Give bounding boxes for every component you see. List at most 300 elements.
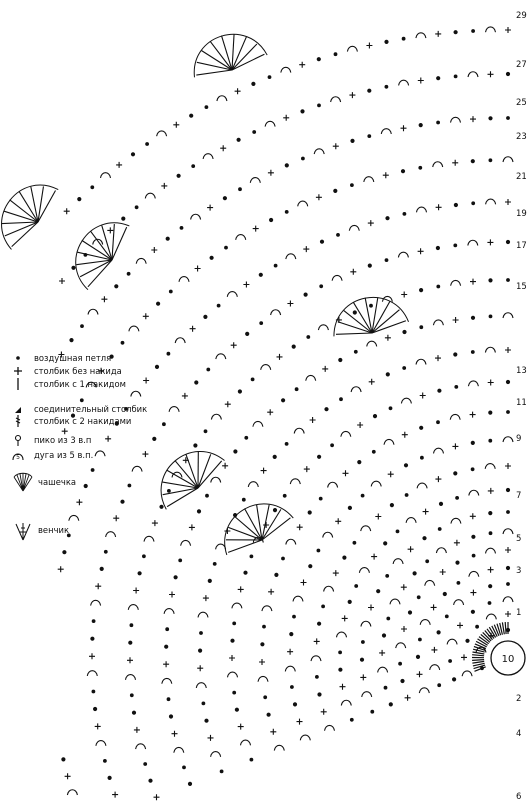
chain-arc: [136, 744, 146, 749]
chain-dot: [385, 40, 388, 43]
sc-stitch: [470, 279, 476, 285]
shell-fan: [61, 209, 133, 292]
chain-arc: [228, 672, 238, 677]
chain-dot: [454, 472, 457, 475]
chain-dot: [237, 138, 240, 141]
chain-arc: [417, 207, 427, 212]
chain-dot: [183, 766, 186, 769]
chain-dot: [302, 157, 305, 160]
chain-dot: [274, 264, 277, 267]
chain-dot: [318, 104, 321, 107]
legend-label: столбик с 1 накидом: [34, 378, 126, 389]
chain-arc: [132, 466, 142, 471]
legend-item-slst: [12, 403, 147, 415]
sc-stitch: [505, 27, 511, 33]
chain-arc: [485, 347, 495, 352]
sc-stitch: [243, 282, 249, 288]
sc-stitch: [360, 674, 366, 680]
chain-arc: [216, 544, 226, 549]
chain-dot: [270, 218, 273, 221]
round-number: 6: [516, 792, 522, 802]
chain-arc: [399, 80, 409, 85]
chain-dot: [91, 469, 94, 472]
chain-dot: [157, 302, 160, 305]
chain-arc: [361, 526, 371, 531]
sc-stitch: [357, 422, 363, 428]
chain-dot: [91, 186, 94, 189]
chain-dot: [386, 575, 389, 578]
chain-dot: [489, 315, 492, 318]
chain-dot: [192, 165, 195, 168]
chain-arc: [371, 481, 381, 486]
sc-stitch: [65, 773, 71, 779]
chain-dot: [454, 244, 457, 247]
chain-dot: [507, 117, 510, 120]
sc-stitch: [151, 247, 157, 253]
sc-stitch: [440, 569, 446, 575]
sc-stitch: [461, 654, 467, 660]
chain-dot: [155, 365, 158, 368]
chain-dot: [202, 702, 205, 705]
chain-arc: [286, 254, 296, 259]
chain-dot: [268, 76, 271, 79]
chain-arc: [129, 326, 139, 331]
chain-dot: [282, 557, 285, 560]
chain-arc: [95, 451, 105, 456]
chain-arc: [406, 518, 416, 523]
chain-dot: [143, 555, 146, 558]
chain-dot: [233, 622, 236, 625]
sc-stitch: [379, 650, 385, 656]
chain-dot: [318, 693, 321, 696]
chain-dot: [295, 388, 298, 391]
chain-arc: [128, 605, 138, 610]
chain-dot: [337, 234, 340, 237]
chain-dot: [488, 602, 491, 605]
chain-dot: [437, 285, 440, 288]
legend-label: соединительный столбик: [34, 403, 148, 414]
chain-dot: [220, 770, 223, 773]
sc-stitch: [405, 695, 411, 701]
chain-dot: [285, 211, 288, 214]
sc-stitch: [190, 326, 196, 332]
sc-stitch: [208, 735, 214, 741]
sc-stitch: [333, 143, 339, 149]
sc-stitch: [505, 199, 511, 205]
chain-dot: [188, 782, 191, 785]
chain-dot: [506, 240, 509, 243]
round-number: 23: [516, 132, 527, 142]
chain-dot: [238, 390, 241, 393]
chain-dot: [204, 430, 207, 433]
chain-arc: [347, 46, 357, 51]
sc-stitch: [116, 162, 122, 168]
chain-dot: [348, 506, 351, 509]
chain-arc: [468, 72, 478, 77]
chain-dot: [384, 542, 387, 545]
chain-dot: [275, 573, 278, 576]
sc-stitch: [333, 570, 339, 576]
sc-stitch: [470, 513, 476, 519]
chain-dot: [408, 611, 411, 614]
chain-dot: [91, 637, 94, 640]
sc-stitch: [402, 432, 408, 438]
chain-dot: [339, 668, 342, 671]
chain-dot: [167, 698, 170, 701]
chain-dot: [419, 638, 422, 641]
chain-dot: [340, 398, 343, 401]
chain-arc: [248, 482, 258, 487]
chain-dot: [353, 541, 356, 544]
chain-dot: [389, 407, 392, 410]
sc-stitch: [163, 661, 169, 667]
chain-arc: [169, 407, 179, 412]
chain-dot: [213, 563, 216, 566]
cup-icon: [12, 471, 34, 493]
chain-dot-icon: [12, 352, 30, 364]
sc-plus-icon: [12, 365, 30, 377]
sc-stitch: [222, 463, 228, 469]
sc-stitch: [375, 514, 381, 520]
chain-dot: [334, 189, 337, 192]
fan-arc: [0, 170, 58, 249]
chain-dot: [285, 164, 288, 167]
chain-dot: [386, 373, 389, 376]
sc-stitch: [335, 518, 341, 524]
sc-stitch: [470, 116, 476, 122]
chain-arc: [191, 214, 201, 219]
chain-dot: [421, 456, 424, 459]
chain-dot: [174, 576, 177, 579]
sc-stitch: [436, 204, 442, 210]
chain-dot: [70, 339, 73, 342]
chain-dot: [282, 399, 285, 402]
sc-stitch: [220, 145, 226, 151]
round-number: 3: [516, 566, 522, 576]
chain-arc: [262, 606, 272, 611]
sc-stitch: [470, 590, 476, 596]
sc-stitch: [423, 509, 429, 515]
chain-arc: [211, 477, 221, 482]
chain-arc: [285, 666, 295, 671]
round-number: 4: [516, 729, 522, 739]
sc-stitch: [173, 122, 179, 128]
chain-arc: [306, 375, 316, 380]
legend-label: чашечка: [38, 476, 77, 487]
chain-arc: [106, 532, 116, 537]
chain-dot: [108, 776, 111, 779]
round-number: 19: [516, 209, 527, 219]
chain-arc: [261, 365, 271, 370]
chain-dot: [131, 153, 134, 156]
chain-dot: [343, 556, 346, 559]
sc-stitch: [417, 671, 423, 677]
chain-arc: [416, 359, 426, 364]
chain-arc: [447, 639, 457, 644]
chain-dot: [285, 443, 288, 446]
sc-stitch: [134, 727, 140, 733]
chain-arc: [390, 599, 400, 604]
svg-text:5: 5: [16, 454, 20, 461]
chain-dot: [350, 718, 353, 721]
chain-arc: [351, 387, 361, 392]
sc-stitch: [195, 266, 201, 272]
sc-stitch: [113, 515, 119, 521]
legend-label: венчик: [38, 524, 70, 535]
fan-stitch: [371, 321, 407, 333]
chain-dot: [104, 760, 107, 763]
chain-dot: [507, 511, 510, 514]
chain-dot: [319, 497, 322, 500]
shell-fan: [185, 24, 268, 81]
chain-dot: [165, 645, 168, 648]
chain-dot: [293, 703, 296, 706]
chain-arc: [430, 665, 440, 670]
chain-dot: [438, 684, 441, 687]
sc-stitch: [488, 567, 494, 573]
sc-stitch: [238, 586, 244, 592]
chain-dot: [445, 615, 448, 618]
chain-dot: [121, 341, 124, 344]
sc-stitch: [268, 170, 274, 176]
chain-dot: [489, 439, 492, 442]
chain-dot: [420, 289, 423, 292]
chain-arc: [468, 381, 478, 386]
chain-dot: [259, 273, 262, 276]
chain-dot: [389, 703, 392, 706]
chain-dot: [403, 213, 406, 216]
chain-dot: [382, 634, 385, 637]
chain-dot: [128, 484, 131, 487]
chain-dot: [489, 511, 492, 514]
sc-stitch: [161, 183, 167, 189]
chain-dot: [318, 622, 321, 625]
sc-stitch: [229, 655, 235, 661]
chain-arc: [396, 643, 406, 648]
chain-dot: [179, 559, 182, 562]
chain-arc: [250, 178, 260, 183]
chain-arc: [67, 790, 77, 795]
chain-dot: [361, 494, 364, 497]
chain-dot: [419, 124, 422, 127]
chain-dot: [239, 188, 242, 191]
sc-stitch: [431, 647, 437, 653]
dc-stitch: [502, 622, 504, 634]
fan-stitch: [222, 34, 244, 70]
sc-stitch: [457, 622, 463, 628]
chain-dot: [223, 197, 226, 200]
chain-dot: [437, 421, 440, 424]
sc-stitch: [59, 278, 65, 284]
chain-arc: [419, 688, 429, 693]
chain-arc: [451, 518, 461, 523]
sc-stitch: [225, 401, 231, 407]
chain-dot: [355, 585, 358, 588]
chain-dot: [234, 450, 237, 453]
sc-stitch: [207, 205, 213, 211]
legend-label: пико из 3 в.п: [34, 434, 92, 445]
sc-stitch: [304, 466, 310, 472]
chain-dot: [426, 560, 429, 563]
tr-bar-icon: [12, 415, 30, 427]
sc-stitch: [505, 463, 511, 469]
chain-dot: [370, 304, 373, 307]
chain-dot: [168, 490, 171, 493]
chain-dot: [121, 500, 124, 503]
sc-stitch: [76, 499, 82, 505]
round-number: 29: [516, 11, 527, 21]
sc-stitch: [470, 412, 476, 418]
chain-arc: [211, 752, 221, 757]
chain-dot: [166, 237, 169, 240]
chain-dot: [449, 660, 452, 663]
round-number: 21: [516, 172, 527, 182]
chain-dot: [301, 110, 304, 113]
chain-dot: [163, 423, 166, 426]
sc-stitch: [435, 355, 441, 361]
chain-dot: [62, 758, 65, 761]
chain-dot: [263, 625, 266, 628]
chain-arc: [398, 252, 408, 257]
chain-arc: [69, 515, 79, 520]
chain-dot: [506, 488, 509, 491]
round-number: 15: [516, 282, 527, 292]
chain-dot: [404, 464, 407, 467]
chain-dot: [396, 530, 399, 533]
chain-dot: [436, 246, 439, 249]
chain-dot: [169, 715, 172, 718]
sc-stitch: [287, 649, 293, 655]
chain-dot: [283, 494, 286, 497]
chain-dot: [416, 655, 419, 658]
chain-arc: [451, 117, 461, 122]
chain-arc: [359, 568, 369, 573]
chain-arc: [88, 309, 98, 314]
sc-stitch: [340, 684, 346, 690]
chain-dot: [250, 758, 253, 761]
chain-arc: [241, 740, 251, 745]
chain-dot: [130, 694, 133, 697]
chain-arc: [324, 586, 334, 591]
chain-arc: [258, 676, 268, 681]
legend-label: столбик с 2 накидами: [34, 415, 132, 426]
chain-dot: [472, 535, 475, 538]
sc-stitch: [388, 471, 394, 477]
chain-dot: [307, 336, 310, 339]
sc-stitch: [297, 719, 303, 725]
chain-arc: [311, 656, 321, 661]
sc-stitch: [267, 409, 273, 415]
chain-dot: [320, 285, 323, 288]
chain-dot: [273, 455, 276, 458]
chain-dot: [180, 227, 183, 230]
chain-dot: [455, 386, 458, 389]
chain-dot: [334, 53, 337, 56]
chain-dot: [456, 497, 459, 500]
sc-stitch: [127, 657, 133, 663]
chain-dot: [354, 350, 357, 353]
chain-dot: [471, 351, 474, 354]
round-number: 25: [516, 98, 527, 108]
chain-arc: [145, 193, 155, 198]
chain-dot: [78, 198, 81, 201]
chain-arc: [361, 621, 371, 626]
round-number: 5: [516, 534, 522, 544]
chain-dot: [471, 468, 474, 471]
dc-stitch: [472, 660, 484, 661]
chain-dot: [252, 82, 255, 85]
chain-arc: [286, 539, 296, 544]
sc-stitch: [58, 566, 64, 572]
sc-stitch: [488, 380, 494, 386]
chain-arc: [181, 540, 191, 545]
round-number: 17: [516, 241, 527, 251]
chain-dot: [251, 378, 254, 381]
sc-stitch: [420, 393, 426, 399]
chain-dot: [132, 711, 135, 714]
chain-dot: [420, 426, 423, 429]
sc-stitch: [89, 653, 95, 659]
chain-arc: [337, 632, 347, 637]
chain-arc: [236, 235, 246, 240]
chain-dot: [390, 504, 393, 507]
picot-icon: [12, 434, 30, 446]
chain-dot: [371, 710, 374, 713]
chain-dot: [368, 264, 371, 267]
chain-dot: [443, 592, 446, 595]
chain-arc: [486, 199, 496, 204]
sc-stitch: [488, 71, 494, 77]
chain-dot: [94, 707, 97, 710]
chain-dot: [204, 315, 207, 318]
crown-icon: [12, 519, 34, 541]
chain-dot: [127, 272, 130, 275]
chain-dot: [454, 75, 457, 78]
chain-arc: [290, 479, 300, 484]
sc-stitch: [169, 592, 175, 598]
chain-dot: [339, 358, 342, 361]
chain-arc: [362, 692, 372, 697]
chain-dot: [423, 537, 426, 540]
sc-stitch: [342, 615, 348, 621]
sc-stitch: [197, 665, 203, 671]
chain-arc: [131, 391, 141, 396]
sc-stitch: [235, 88, 241, 94]
chain-dot: [135, 206, 138, 209]
sc-stitch: [283, 115, 289, 121]
chain-arc: [341, 700, 351, 705]
round-number: 27: [516, 60, 527, 70]
chain-arc: [451, 280, 461, 285]
chain-arc: [417, 483, 427, 488]
sc-stitch: [371, 554, 377, 560]
sc-stitch: [259, 659, 265, 665]
chain-dot: [190, 114, 193, 117]
chain-arc: [271, 310, 281, 315]
chain-dot: [197, 510, 200, 513]
chain-dot: [308, 511, 311, 514]
round-number: 1: [516, 608, 522, 618]
round-number: 11: [516, 398, 527, 408]
chain-dot: [373, 415, 376, 418]
chain-arc: [503, 597, 513, 602]
chain-arc: [323, 532, 333, 537]
sc-stitch: [368, 220, 374, 226]
chain-arc: [433, 320, 443, 325]
legend-item-tr: [12, 415, 131, 427]
chain-arc: [436, 548, 446, 553]
chain-arc: [175, 338, 185, 343]
